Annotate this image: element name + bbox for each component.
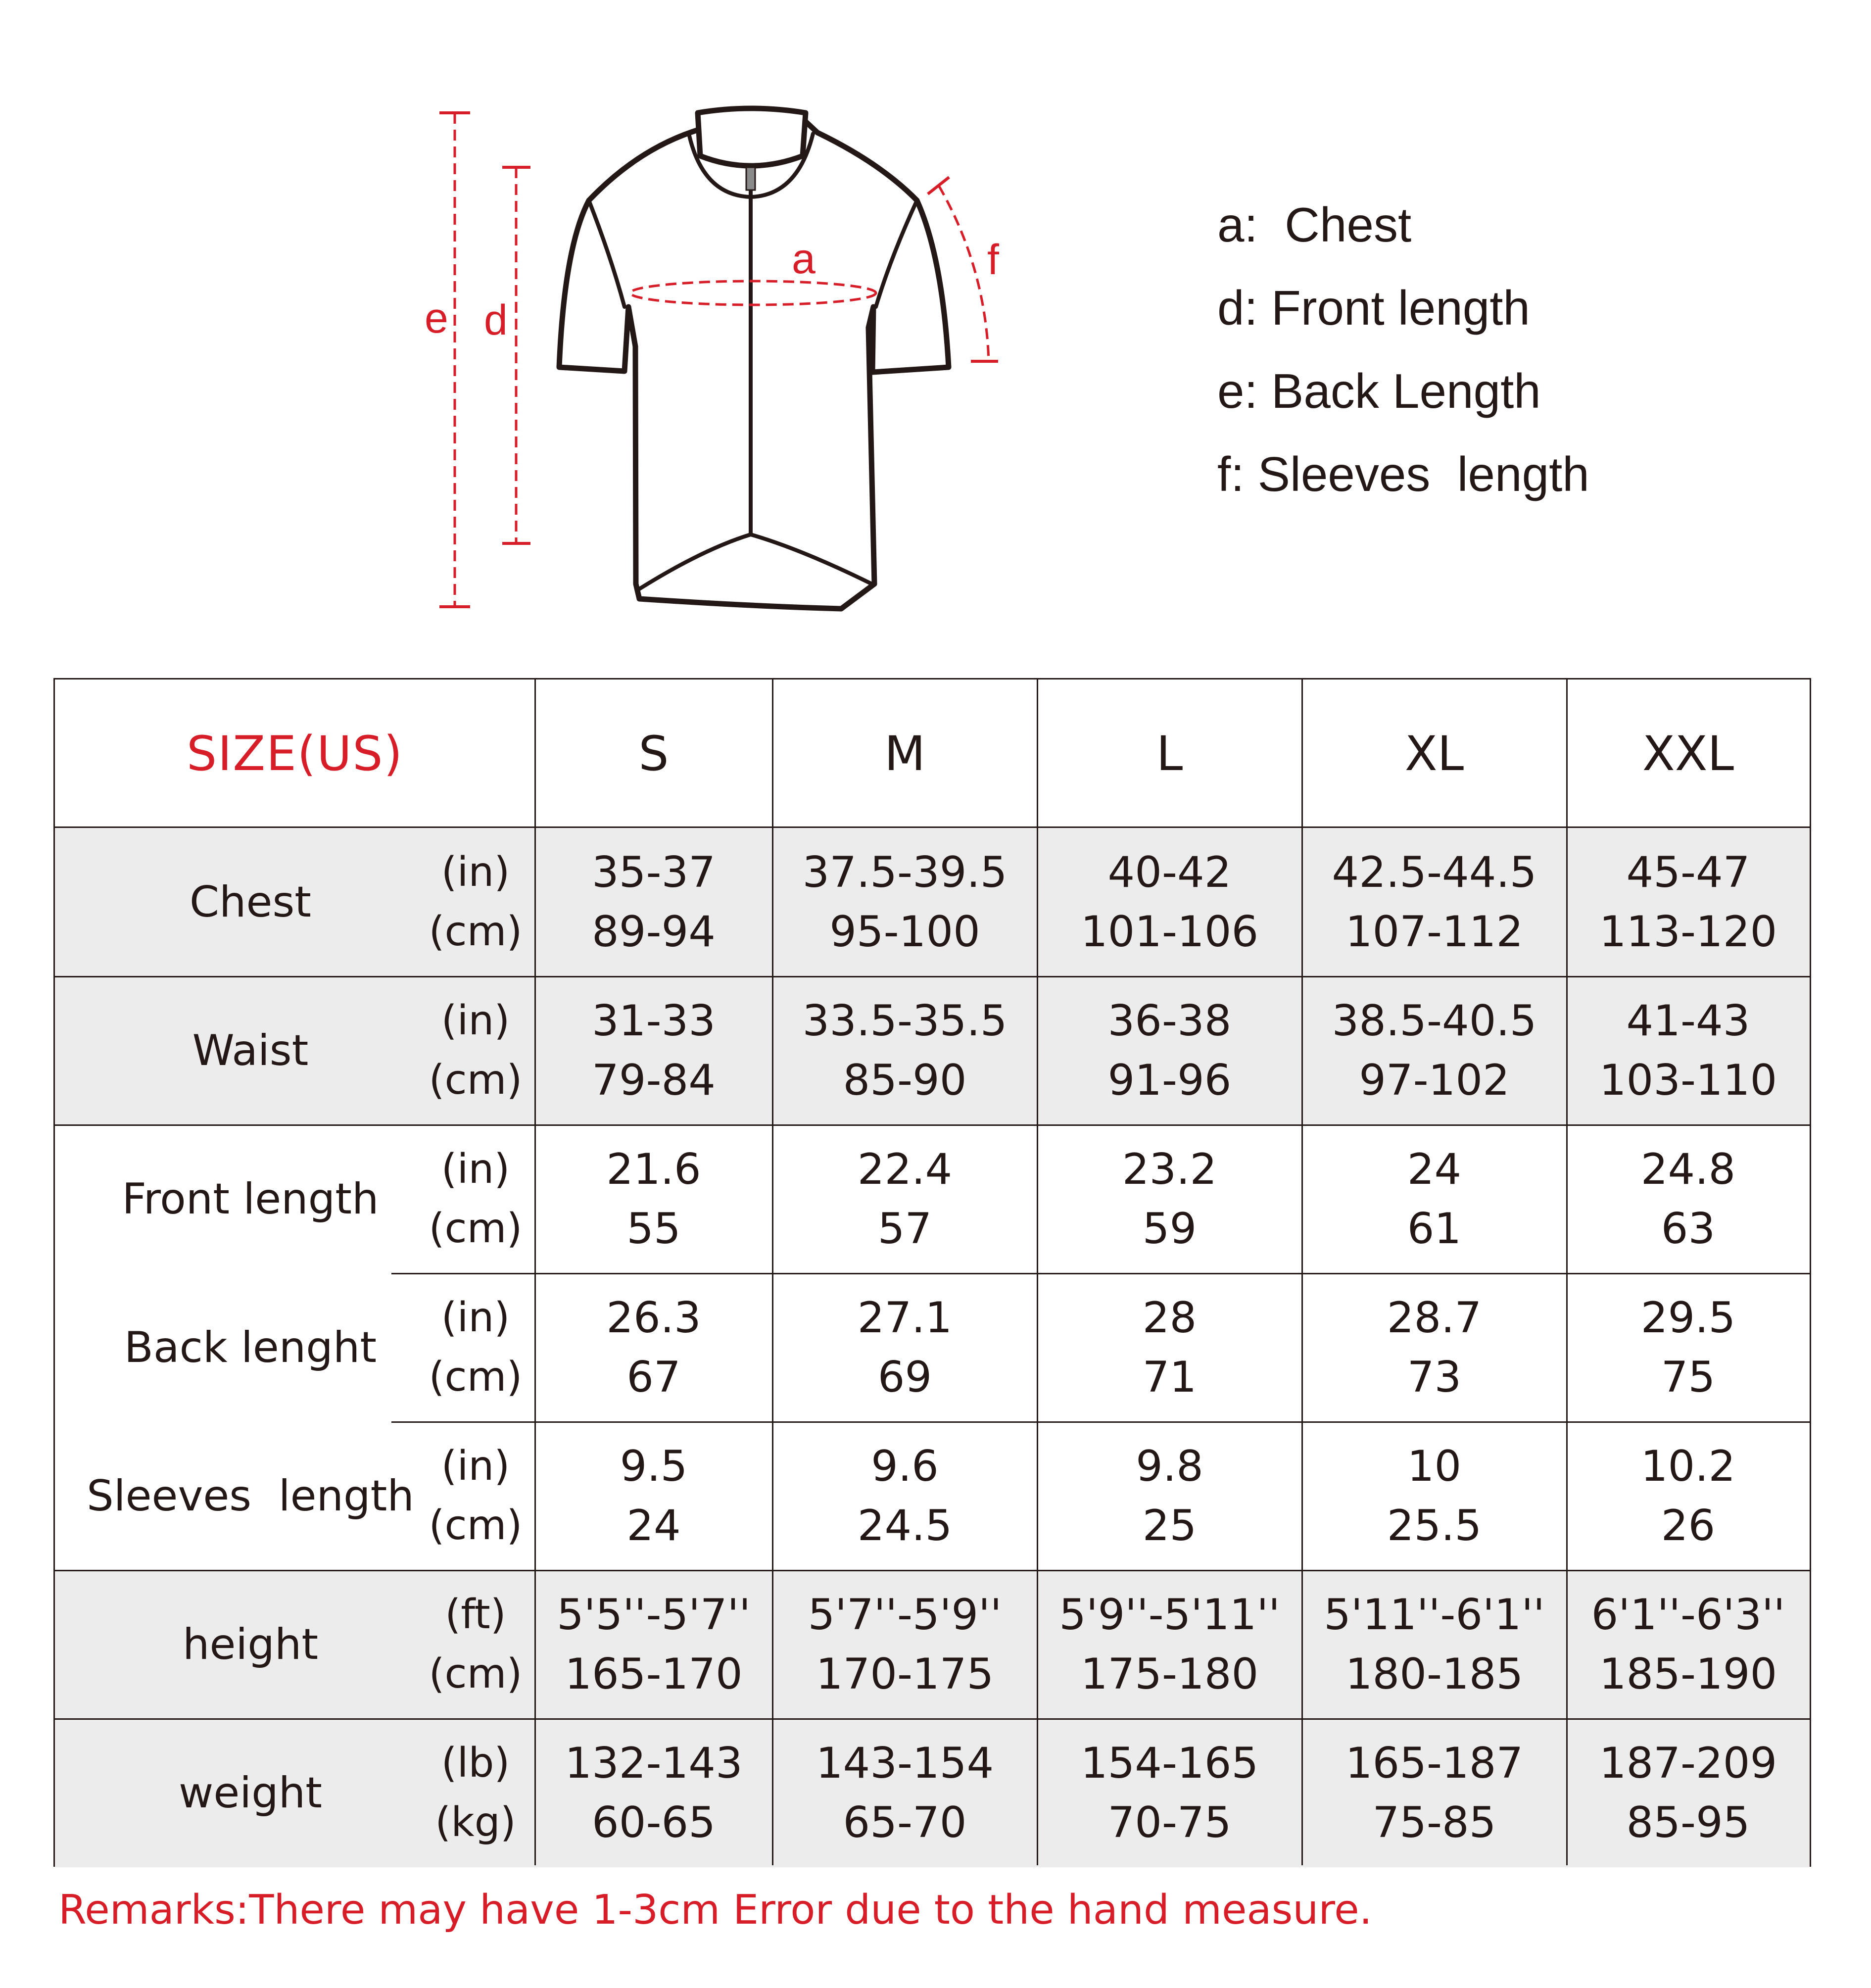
unit-label: (cm) [429,1205,523,1252]
cell-value-secondary: 55 [626,1204,681,1254]
table-cell [1567,1125,1810,1273]
front-length-dimension [502,167,530,543]
table-cell [772,1125,1037,1273]
cell-value-secondary: 97-102 [1359,1056,1510,1105]
unit-label: (lb) [441,1740,510,1787]
cell-value-primary: 10 [1407,1442,1462,1491]
row-label: height [182,1620,319,1669]
cell-value-secondary: 24.5 [857,1501,953,1551]
column-divider [534,679,536,1865]
cell-value-secondary: 73 [1407,1353,1462,1402]
size-header-xl: XL [1404,726,1464,781]
cell-value-primary: 154-165 [1080,1739,1259,1788]
cell-value-primary: 10.2 [1640,1442,1736,1491]
cell-value-primary: 38.5-40.5 [1332,996,1537,1046]
size-header-l: L [1156,726,1183,781]
table-cell [535,1570,772,1719]
table-cell [772,1570,1037,1719]
table-row-sleeves-length [55,1422,1810,1570]
table-row-chest [55,828,1810,976]
cell-value-secondary: 67 [626,1353,681,1402]
table-cell [535,828,772,976]
cell-value-primary: 36-38 [1107,996,1232,1046]
table-cell [772,1719,1037,1867]
table-cell [1037,828,1302,976]
row-label: Waist [192,1026,309,1075]
remarks-note: Remarks:There may have 1-3cm Error due to the hand measure. [58,1887,1372,1934]
cell-value-primary: 37.5-39.5 [802,848,1007,897]
unit-label: (cm) [429,908,523,955]
cell-value-primary: 5'7''-5'9'' [808,1590,1002,1640]
cell-value-secondary: 60-65 [592,1798,716,1847]
cell-value-primary: 22.4 [857,1145,953,1194]
row-label: Chest [190,877,311,927]
cell-value-secondary: 70-75 [1107,1798,1232,1847]
table-cell [535,1273,772,1422]
cell-value-secondary: 71 [1142,1353,1197,1402]
cell-value-primary: 5'11''-6'1'' [1324,1590,1545,1640]
unit-label: (ft) [445,1591,506,1638]
table-cell [1567,1273,1810,1422]
table-cell [535,976,772,1125]
cell-value-primary: 143-154 [816,1739,994,1788]
size-header-m: M [884,726,925,781]
cell-value-secondary: 85-90 [843,1056,967,1105]
table-cell [772,1422,1037,1570]
table-cell [1037,1422,1302,1570]
cell-value-secondary: 185-190 [1599,1649,1777,1699]
column-divider [1301,679,1303,1865]
cell-value-primary: 132-143 [565,1739,743,1788]
row-divider [55,1124,1810,1126]
legend-back-length: e: Back Length [1217,364,1541,418]
unit-label: (cm) [429,1057,523,1104]
table-row-back-lenght [55,1273,1810,1422]
front-length-letter: d [484,296,508,344]
cell-value-primary: 41-43 [1626,996,1750,1046]
cell-value-secondary: 75 [1661,1353,1716,1402]
row-divider [391,1273,1810,1274]
table-cell [772,828,1037,976]
size-header-s: S [638,726,669,781]
table-cell [1302,1719,1567,1867]
cell-value-secondary: 26 [1661,1501,1716,1551]
cell-value-primary: 33.5-35.5 [802,996,1007,1046]
table-row-weight [55,1719,1810,1867]
cell-value-secondary: 24 [626,1501,681,1551]
table-cell [1567,1719,1810,1867]
cell-value-secondary: 89-94 [592,907,716,957]
unit-label: (in) [441,1146,510,1193]
cell-value-primary: 9.8 [1136,1442,1203,1491]
cell-value-primary: 6'1''-6'3'' [1591,1590,1785,1640]
row-divider [55,1718,1810,1720]
table-cell [772,976,1037,1125]
legend-front-length: d: Front length [1217,281,1530,335]
cell-value-secondary: 59 [1142,1204,1197,1254]
row-label: Sleeves length [87,1471,414,1521]
cell-value-secondary: 175-180 [1080,1649,1259,1699]
table-cell [1302,976,1567,1125]
table-row-height [55,1570,1810,1719]
cell-value-primary: 24.8 [1640,1145,1736,1194]
unit-label: (in) [441,849,510,896]
cell-value-secondary: 63 [1661,1204,1716,1254]
cell-value-primary: 9.5 [620,1442,688,1491]
row-divider [55,1570,1810,1571]
cell-value-secondary: 180-185 [1345,1649,1524,1699]
row-label: weight [179,1768,322,1818]
cell-value-secondary: 91-96 [1107,1056,1232,1105]
column-divider [1566,679,1568,1865]
cell-value-secondary: 79-84 [592,1056,716,1105]
table-cell [772,1273,1037,1422]
table-cell [1567,828,1810,976]
cell-value-secondary: 61 [1407,1204,1462,1254]
back-length-dimension [439,113,470,607]
cell-value-primary: 29.5 [1640,1293,1736,1343]
chest-letter: a [792,235,816,283]
row-label: Front length [122,1174,379,1224]
table-cell [1037,1273,1302,1422]
table-cell [535,1422,772,1570]
cell-value-primary: 165-187 [1345,1739,1524,1788]
legend-chest: a: Chest [1217,197,1412,252]
cell-value-secondary: 75-85 [1372,1798,1496,1847]
table-row-waist [55,976,1810,1125]
cell-value-secondary: 25 [1142,1501,1197,1551]
legend-sleeves-length: f: Sleeves length [1217,447,1589,501]
unit-label: (in) [441,1294,510,1341]
unit-label: (cm) [429,1354,523,1401]
row-divider [391,1421,1810,1423]
table-cell [1302,1422,1567,1570]
cell-value-primary: 35-37 [592,848,716,897]
cell-value-secondary: 165-170 [565,1649,743,1699]
size-header-xxl: XXL [1642,726,1734,781]
column-divider [772,679,773,1865]
table-cell [1567,1422,1810,1570]
cell-value-primary: 28.7 [1387,1293,1482,1343]
cell-value-secondary: 65-70 [843,1798,967,1847]
sleeve-length-letter: f [987,236,999,284]
cell-value-primary: 21.6 [606,1145,701,1194]
unit-label: (kg) [435,1799,516,1846]
measurement-legend [1217,197,1712,533]
cell-value-primary: 23.2 [1122,1145,1217,1194]
cell-value-primary: 9.6 [871,1442,939,1491]
table-row-front-length [55,1125,1810,1273]
row-label: Back lenght [124,1323,377,1372]
cell-value-primary: 31-33 [592,996,716,1046]
cell-value-primary: 27.1 [857,1293,953,1343]
jersey-diagram [0,0,1871,663]
cell-value-primary: 45-47 [1626,848,1750,897]
unit-label: (cm) [429,1650,523,1697]
table-cell [535,1719,772,1867]
cell-value-secondary: 25.5 [1387,1501,1482,1551]
cell-value-secondary: 101-106 [1080,907,1259,957]
cell-value-secondary: 85-95 [1626,1798,1750,1847]
unit-label: (cm) [429,1502,523,1549]
unit-label: (in) [441,997,510,1044]
table-header-row [55,679,1810,828]
cell-value-secondary: 69 [877,1353,932,1402]
column-divider [1037,679,1038,1865]
cell-value-primary: 28 [1142,1293,1197,1343]
table-cell [535,1125,772,1273]
table-cell [1302,1125,1567,1273]
cell-value-secondary: 107-112 [1345,907,1524,957]
table-cell [1302,1570,1567,1719]
table-cell [1037,1570,1302,1719]
cell-value-primary: 24 [1407,1145,1462,1194]
unit-label: (in) [441,1443,510,1490]
cell-value-primary: 40-42 [1107,848,1232,897]
cell-value-secondary: 95-100 [829,907,980,957]
back-length-letter: e [425,294,448,342]
table-cell [1567,1570,1810,1719]
cell-value-primary: 187-209 [1599,1739,1777,1788]
table-cell [1302,828,1567,976]
size-chart-table [53,678,1811,1867]
cell-value-secondary: 113-120 [1599,907,1777,957]
cell-value-primary: 26.3 [606,1293,701,1343]
cell-value-primary: 5'9''-5'11'' [1059,1590,1280,1640]
table-cell [1567,976,1810,1125]
cell-value-secondary: 103-110 [1599,1056,1777,1105]
cell-value-secondary: 170-175 [816,1649,994,1699]
size-title: SIZE(US) [187,726,403,781]
table-cell [1037,1125,1302,1273]
table-cell [1037,976,1302,1125]
table-cell [1302,1273,1567,1422]
cell-value-primary: 5'5''-5'7'' [557,1590,751,1640]
row-divider [55,976,1810,977]
cell-value-primary: 42.5-44.5 [1332,848,1537,897]
cell-value-secondary: 57 [877,1204,932,1254]
table-cell [1037,1719,1302,1867]
